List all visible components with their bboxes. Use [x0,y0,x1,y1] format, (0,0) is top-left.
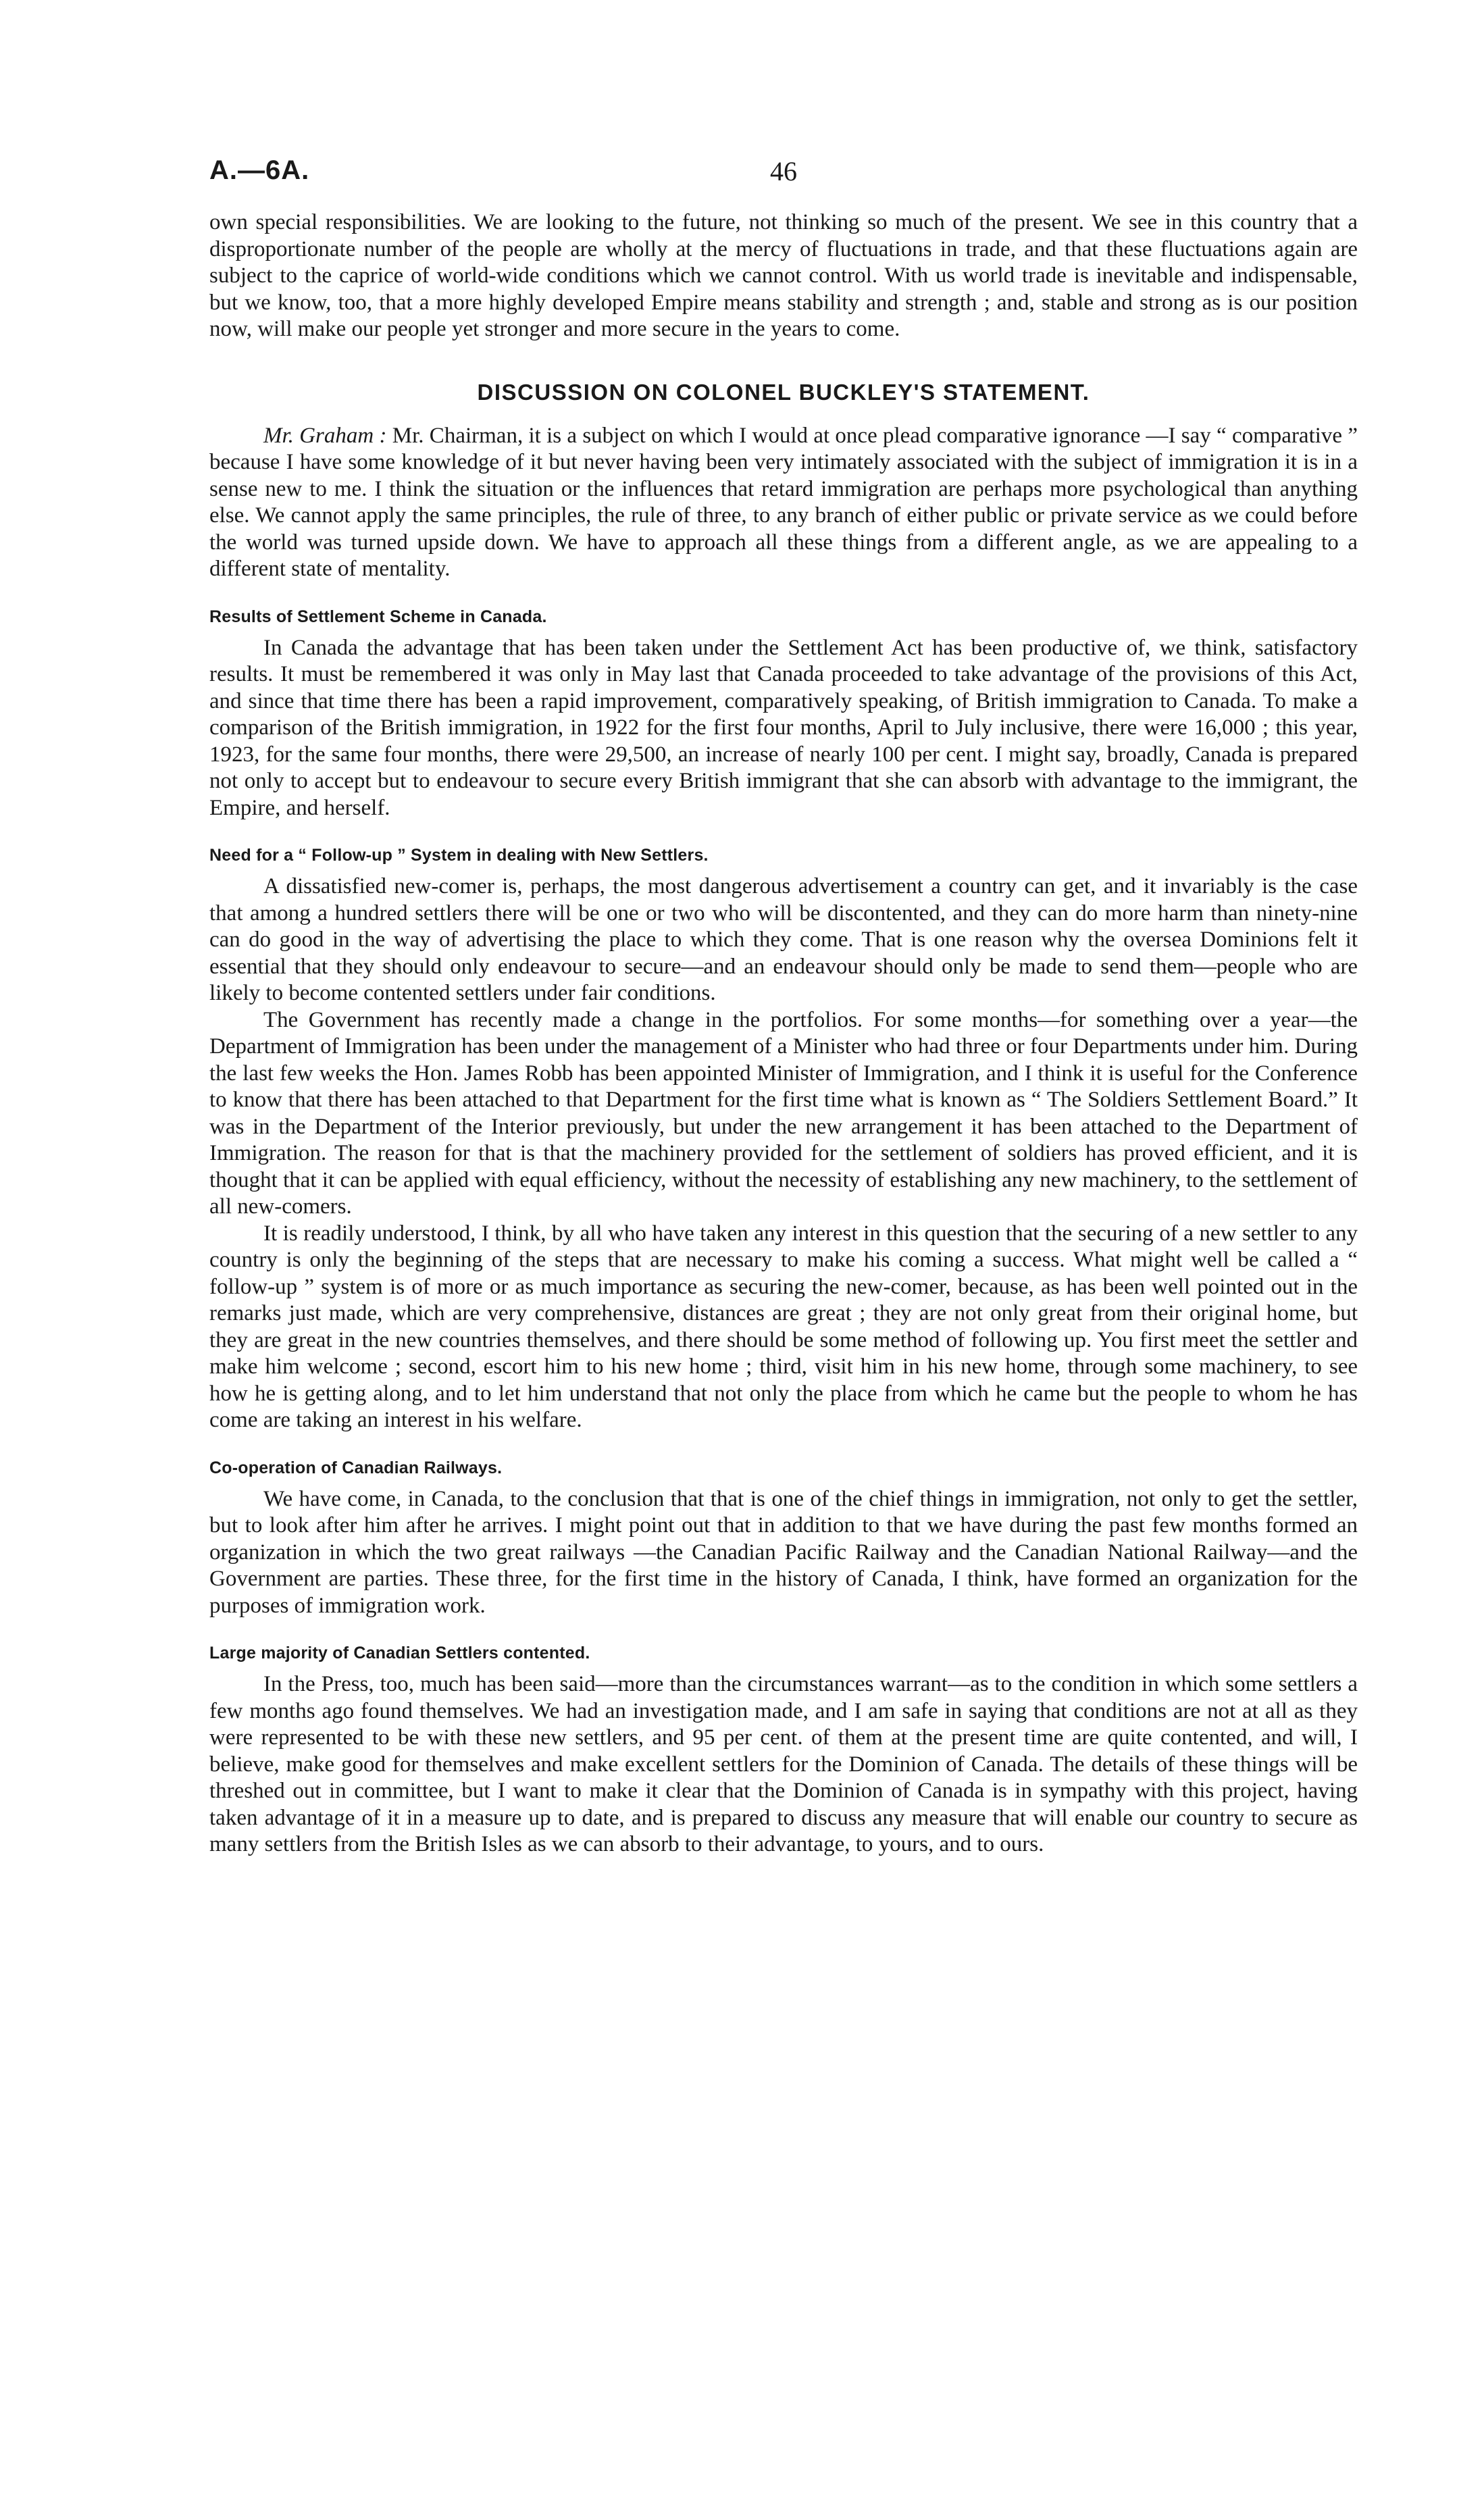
running-header [209,155,1358,209]
section-heading-railways: Co-operation of Canadian Railways. [209,1458,503,1477]
document-reference: A.—6A. [209,155,310,185]
speaker-name: Mr. Graham : [263,423,387,448]
discussion-title: DISCUSSION ON COLONEL BUCKLEY'S STATEMENT. [477,379,1090,405]
page-number: 46 [770,156,797,186]
intro-paragraph: own special responsibilities. We are looking to the future, not thinking so much of the present. We see in this country that a disproportionate number of the people are wholly at the mercy of fluctuations in trade, and that these fluctuations again are subject to the caprice of world-wide conditions which we cannot control. With us world trade is inevitable and indispensable, but we know, too, that a more highly developed Empire means stability and strength ; and, stable and strong as is our position now, will make our people yet stronger and more secure in the years to come. [209,210,1358,341]
document-page [209,155,1358,1858]
railways-paragraph: We have come, in Canada, to the conclusion that that is one of the chief things in immigration, not only to get the settler, but to look after him after he arrives. I might point out that in addition to that we have during the past few months formed an organization in which the two great railways —the Canadian Pacific Railway and the Canadian National Railway—and the Government are parties. These three, for the first time in the history of Canada, I think, have formed an organization for the purposes of immigration work. [209,1486,1358,1618]
section-heading-results: Results of Settlement Scheme in Canada. [209,607,547,626]
discussion-opening-text: Mr. Chairman, it is a subject on which I would at once plead comparative ignorance —I say “ comparative ” because I have some knowledge of it but never having been very intimately associated with the subject of immigration it is in a sense new to me. I think the situation or the influences that retard immigration are perhaps more psychological than anything else. We cannot apply the same principles, the rule of three, to any branch of either public or private service as we could before the world was turned upside down. We have to approach all these things from a different angle, as we are appealing to a different state of mentality. [209,423,1358,581]
settlers-contented-paragraph: In the Press, too, much has been said—more than the circumstances warrant—as to the condition in which some settlers a few months ago found themselves. We had an investigation made, and I am safe in saying that conditions are not at all as they were represented to be with these new settlers, and 95 per cent. of them at the present time are quite contented, and will, I believe, make good for themselves and make excellent settlers for the Dominion of Canada. The details of these things will be threshed out in committee, but I want to make it clear that the Dominion of Canada is in sympathy with this project, having taken advantage of it in a measure up to date, and is prepared to discuss any measure that will enable our country to secure as many settlers from the British Isles as we can absorb to their advantage, to yours, and to ours. [209,1672,1358,1856]
discussion-opening-paragraph [209,423,1358,583]
follow-up-paragraph-1: A dissatisfied new-comer is, perhaps, the most dangerous advertisement a country can get, and it invariably is the case that among a hundred settlers there will be one or two who will be discontented, and they can do more harm than ninety-nine can do good in the way of advertising the place to which they come. That is one reason why the oversea Dominions felt it essential that they should only endeavour to secure—and an endeavour should only be made to send them—people who are likely to become contented settlers under fair conditions. [209,874,1358,1005]
section-heading-follow-up: Need for a “ Follow-up ” System in dealing with New Settlers. [209,846,709,865]
section-heading-settlers-contented: Large majority of Canadian Settlers contented. [209,1644,590,1662]
follow-up-paragraph-3: It is readily understood, I think, by all who have taken any interest in this question that the securing of a new settler to any country is only the beginning of the steps that are necessary to make his coming a success. What might well be called a “ follow-up ” system is of more or as much importance as securing the new-comer, because, as has been well pointed out in the remarks just made, which are very comprehensive, distances are great ; they are not only great from their original home, but they are great in the new countries themselves, and there should be some method of following up. You first meet the settler and make him welcome ; second, escort him to his new home ; third, visit him in his new home, through some machinery, to see how he is getting along, and to let him understand that not only the place from which he came but the people to whom he has come are taking an interest in his welfare. [209,1221,1358,1432]
follow-up-paragraph-2: The Government has recently made a change in the portfolios. For some months—for something over a year—the Department of Immigration has been under the management of a Minister who had three or four Departments under him. During the last few weeks the Hon. James Robb has been appointed Minister of Immigration, and I think it is useful for the Conference to know that there has been attached to that Department for the first time what is known as “ The Soldiers Settlement Board.” It was in the Department of the Interior previously, but under the new arrangement it has been attached to the Department of Immigration. The reason for that is that the machinery provided for the settlement of soldiers has proved efficient, and it is thought that it can be applied with equal efficiency, without the necessity of establishing any new machinery, to the settlement of all new-comers. [209,1007,1358,1219]
results-paragraph: In Canada the advantage that has been taken under the Settlement Act has been productive of, we think, satisfactory results. It must be remembered it was only in May last that Canada proceeded to take advantage of the provisions of this Act, and since that time there has been a rapid improvement, comparatively speaking, of British immigration to Canada. To make a comparison of the British immigration, in 1922 for the first four months, April to July inclusive, there were 16,000 ; this year, 1923, for the same four months, there were 29,500, an increase of nearly 100 per cent. I might say, broadly, Canada is prepared not only to accept but to endeavour to secure every British immigrant that she can absorb with advantage to the immigrant, the Empire, and herself. [209,635,1358,820]
